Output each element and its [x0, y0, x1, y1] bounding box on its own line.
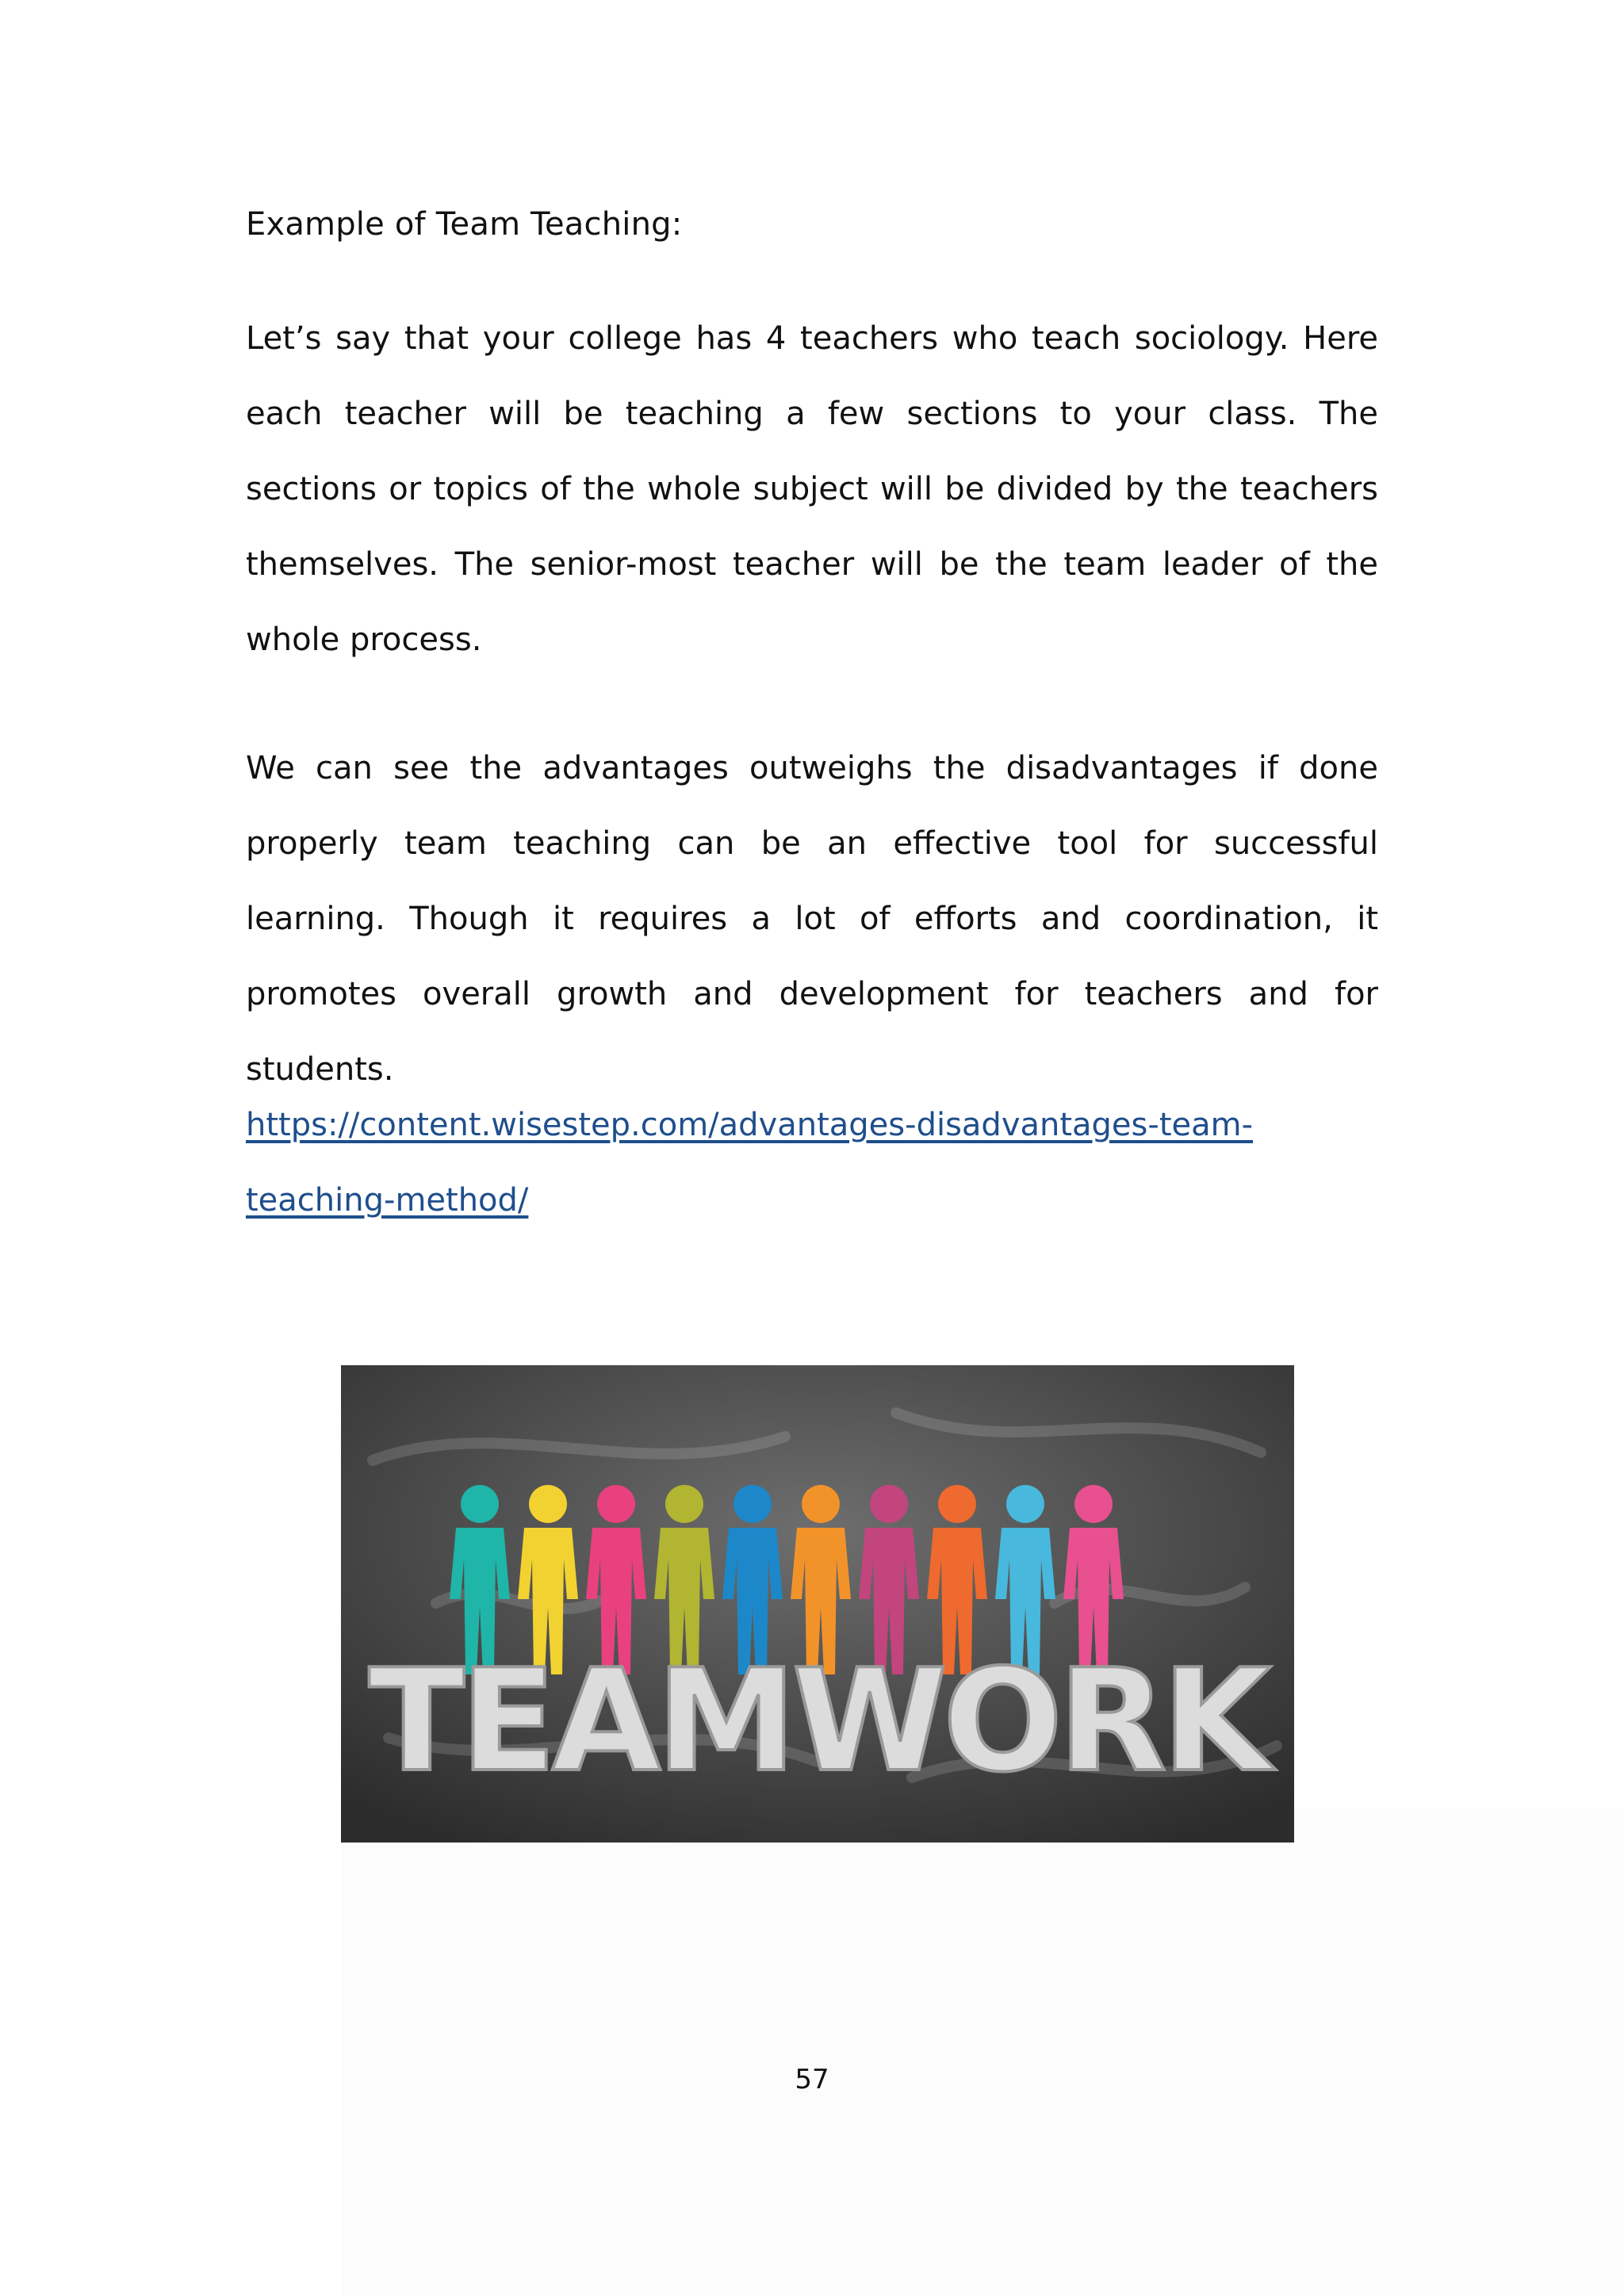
- teamwork-image: [341, 1365, 1294, 1843]
- section-heading: Example of Team Teaching:: [246, 206, 683, 243]
- page-number: 57: [795, 2064, 829, 2095]
- paragraph-team-teaching-example: Let’s say that your college has 4 teachers who teach sociology. Here each teacher will be teaching a few sections to your class. The sections or topics of the whole subject will be divided by the teachers themselves. The senior-most teacher will be the team leader of the whole process.: [246, 320, 1378, 658]
- paragraph-advantages: We can see the advantages outweighs the disadvantages if done properly team teaching can be an effective tool for successful learning. Though it requires a lot of efforts and coordination, it promotes overall growth and development for teachers and for students.: [246, 750, 1378, 1088]
- source-link[interactable]: [246, 1088, 1277, 1238]
- teamwork-chalk-text: TEAMWORK: [368, 1639, 1267, 1803]
- teamwork-illustration: [341, 1365, 1294, 1843]
- source-link-line-2: teaching-method/: [246, 1182, 529, 1219]
- source-link-line-1: https://content.wisestep.com/advantages-disadvantages-team-: [246, 1107, 1254, 1143]
- page-background-tint: [341, 1808, 1624, 2296]
